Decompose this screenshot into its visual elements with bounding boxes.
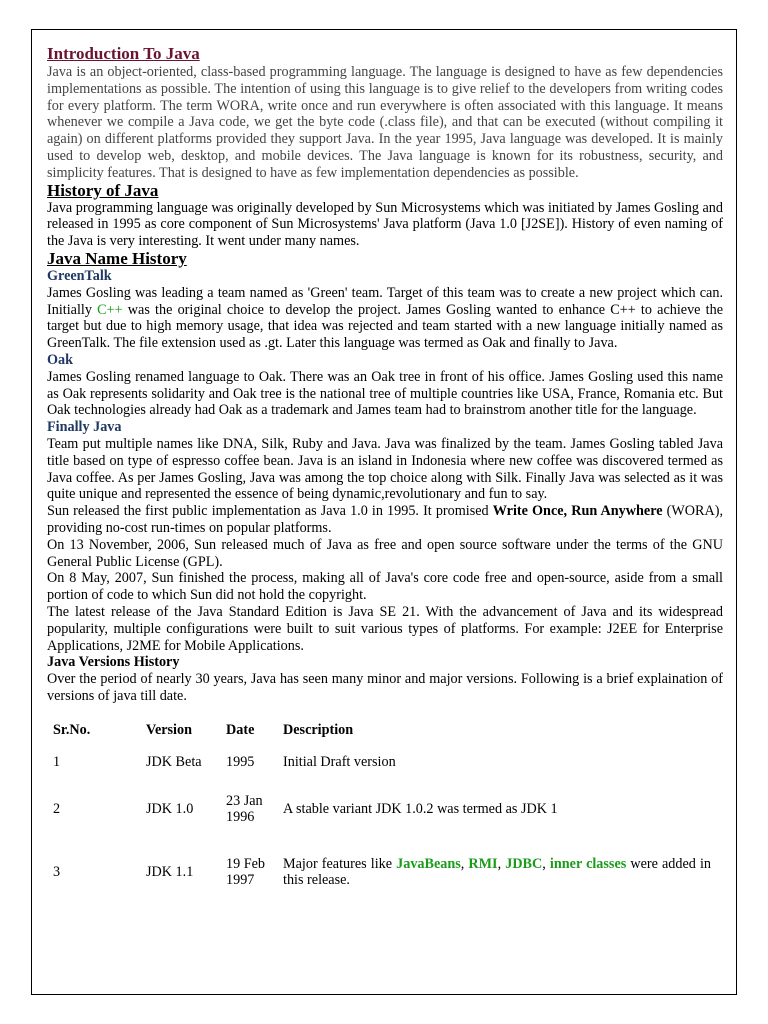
table-row bbox=[53, 838, 711, 906]
row-sr: 2 bbox=[53, 800, 61, 817]
finally-java-paragraph: Team put multiple names like DNA, Silk, Ruby and Java. Java was finalized by the team. James Gosling tabled Java title based on type of espresso coffee bean. Java is an island in Indonesia where new coffee was discovered termed as Java coffee. As per James Gosling, Java was among the top choice along with Silk. Finally Java was selected as it was quite unique and represented the essence of being dynamic,revolutionary and fun to say. bbox=[47, 435, 723, 503]
term-rmi: RMI bbox=[468, 855, 498, 872]
document-content bbox=[47, 44, 723, 906]
intro-paragraph: Java is an object-oriented, class-based programming language. The language is designed to have as few dependencies implementations as possible. The intention of using this language is to give relief to the developers from writing codes for every platform. The term WORA, write once and run everywhere is often associated with this language. It means whenever we compile a Java code, we get the byte code (.class file), and that can be executed (without compiling it again) on different platforms provided they support Java. In the year 1995, Java language was developed. It is mainly used to develop web, desktop, and mobile devices. The Java language is known for its robustness, security, and simplicity features. That is designed to have as few implementation dependencies as possible. bbox=[47, 64, 723, 181]
release-paragraph bbox=[47, 503, 723, 537]
release-text-start: Sun released the first public implementation as Java 1.0 in 1995. It promised bbox=[47, 503, 493, 520]
desc-prefix: Major features like bbox=[283, 855, 397, 872]
row-date: 1995 bbox=[226, 753, 255, 770]
paragraph-2006: On 13 November, 2006, Sun released much of Java as free and open source software under the terms of the GNU General Public License (GPL). bbox=[47, 536, 723, 570]
table-header-row bbox=[53, 716, 711, 744]
cpp-highlight: C++ bbox=[97, 301, 123, 318]
greentalk-text-start: James Gosling was leading a team named as 'Green' team. Target of this team was to create a new project which can. Initially bbox=[47, 284, 723, 318]
document-page bbox=[31, 29, 737, 995]
release-text-end: (WORA), providing no-cost run-times on popular platforms. bbox=[47, 503, 723, 536]
history-heading: History of Java bbox=[47, 180, 159, 200]
history-paragraph: Java programming language was originally developed by Sun Microsystems which was initiated by James Gosling and released in 1995 as core component of Sun Microsystems' Java platform (Java 1.0 [J2SE]). History of even naming of the Java is very interesting. It went under many names. bbox=[47, 199, 723, 250]
oak-paragraph: James Gosling renamed language to Oak. There was an Oak tree in front of his office. James Gosling used this name as Oak represents solidarity and Oak tree is the national tree of multiple countries like USA, France, Romania etc. But Oak technologies already had Oak as a trademark and James team had to brainstrom another title for the language. bbox=[47, 368, 723, 419]
greentalk-paragraph bbox=[47, 285, 723, 352]
header-description: Description bbox=[283, 721, 354, 738]
row-version: JDK 1.1 bbox=[146, 863, 194, 880]
row-date: 23 Jan 1996 bbox=[226, 792, 263, 825]
paragraph-2007: On 8 May, 2007, Sun finished the process, making all of Java's core code free and open-source, aside from a small portion of code to which Sun did not hold the copyright. bbox=[47, 570, 723, 604]
row-description: Initial Draft version bbox=[283, 753, 396, 770]
header-date: Date bbox=[226, 721, 255, 738]
table-row bbox=[53, 744, 711, 780]
greentalk-text-end: was the original choice to develop the project. James Gosling wanted to enhance C++ to achieve the target but due to high memory usage, that idea was rejected and team started with a new language initially named as GreenTalk. The file extension used as .gt. Later this language was termed as Oak and finally to Java. bbox=[47, 301, 723, 352]
row-description: Major features like JavaBeans, RMI, JDBC, inner classes were added in this release. bbox=[283, 855, 712, 888]
desc-suffix: were added in this release. bbox=[283, 855, 712, 888]
row-sr: 1 bbox=[53, 753, 61, 770]
row-date: 19 Feb 1997 bbox=[226, 855, 266, 888]
versions-table bbox=[53, 716, 711, 906]
versions-heading: Java Versions History bbox=[47, 654, 180, 671]
greentalk-heading: GreenTalk bbox=[47, 267, 112, 284]
row-version: JDK Beta bbox=[146, 753, 202, 770]
term-jdbc: JDBC bbox=[505, 855, 543, 872]
term-javabeans: JavaBeans bbox=[396, 855, 461, 872]
wora-bold: Write Once, Run Anywhere bbox=[492, 503, 663, 520]
latest-release-paragraph: The latest release of the Java Standard Edition is Java SE 21. With the advancement of Java and its widespread popularity, multiple configurations were built to suit various types of platforms. For example: J2EE for Enterprise Applications, J2ME for Mobile Applications. bbox=[47, 603, 723, 654]
versions-intro: Over the period of nearly 30 years, Java has seen many minor and major versions. Following is a brief explaination of versions of java till date. bbox=[47, 671, 723, 704]
table-row bbox=[53, 780, 711, 838]
row-sr: 3 bbox=[53, 863, 61, 880]
intro-heading: Introduction To Java bbox=[47, 44, 200, 63]
finally-java-heading: Finally Java bbox=[47, 419, 122, 436]
name-history-heading: Java Name History bbox=[47, 248, 187, 268]
term-inner-classes: inner classes bbox=[549, 855, 627, 872]
header-version: Version bbox=[146, 721, 192, 738]
row-description: A stable variant JDK 1.0.2 was termed as JDK 1 bbox=[283, 800, 558, 817]
header-sr-no: Sr.No. bbox=[53, 721, 91, 738]
row-version: JDK 1.0 bbox=[146, 800, 194, 817]
oak-heading: Oak bbox=[47, 351, 74, 368]
